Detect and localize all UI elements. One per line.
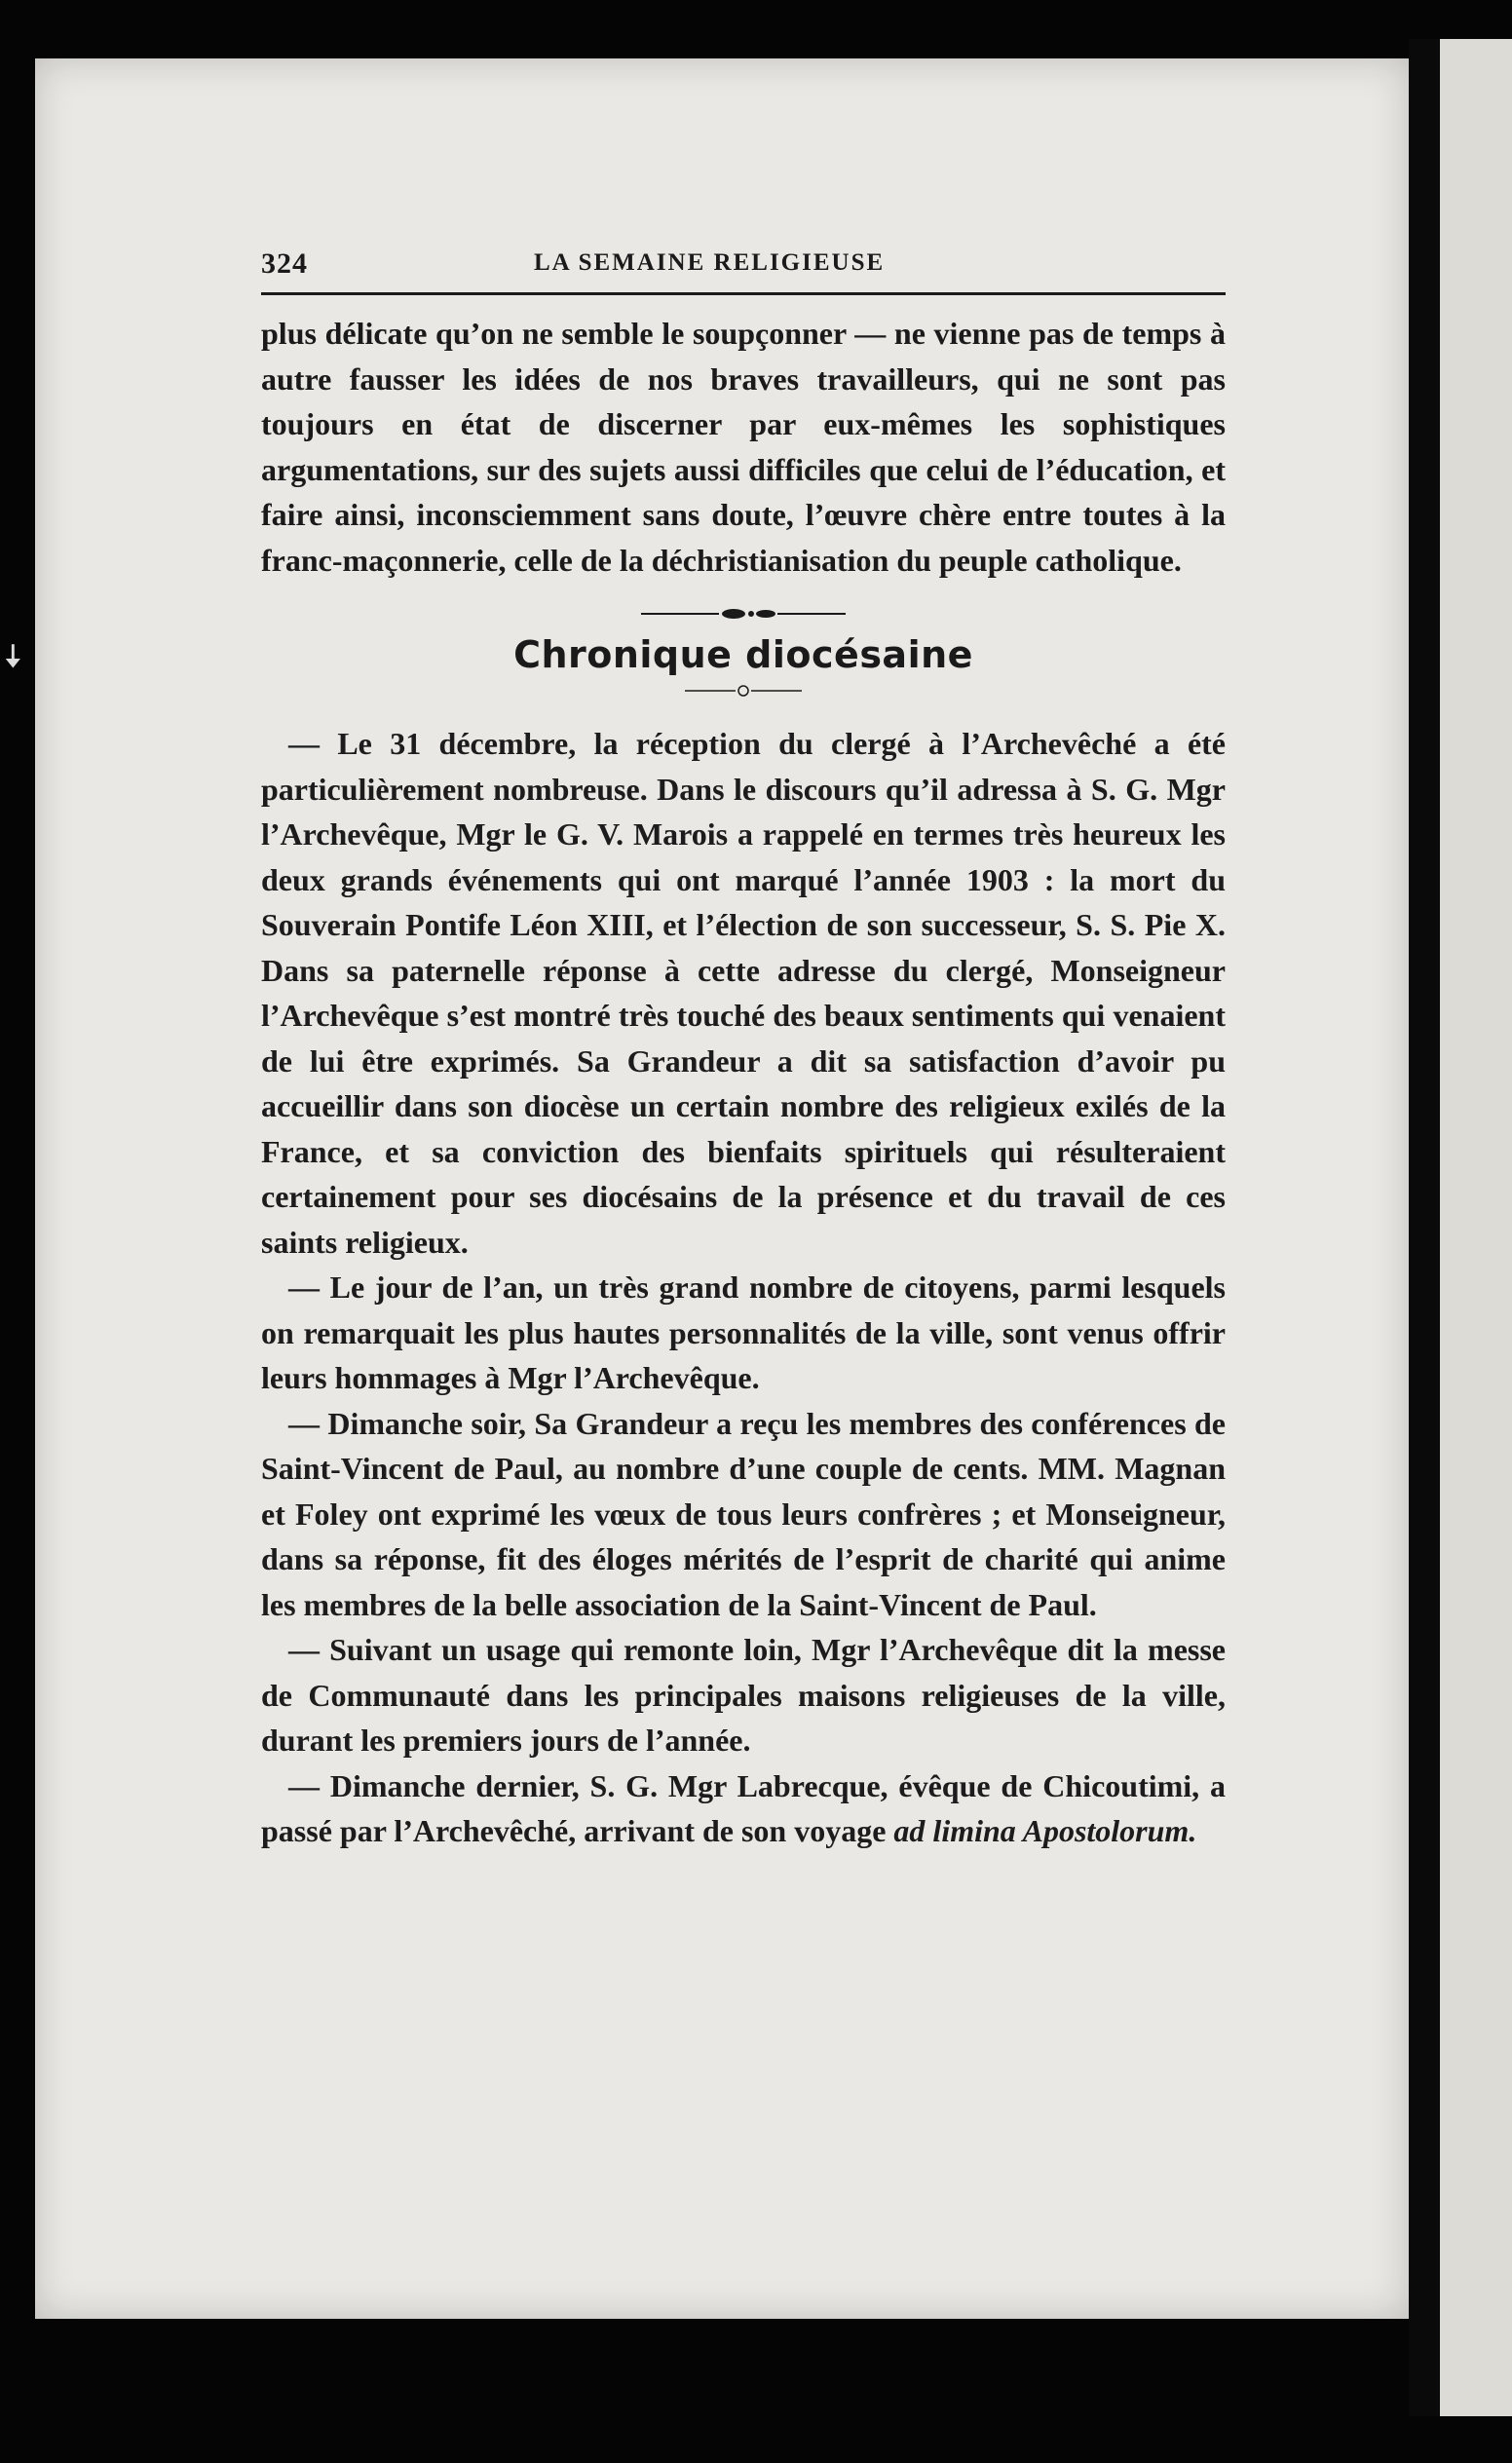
running-title: LA SEMAINE RELIGIEUSE <box>534 249 886 276</box>
page-number: 324 <box>261 247 308 280</box>
title-underline-ornament <box>685 684 802 698</box>
left-margin-mark: 🠇 <box>4 637 22 676</box>
chronicle-paragraph-last <box>261 1763 1226 1854</box>
chronicle-paragraph: — Dimanche soir, Sa Grandeur a reçu les membres des conférences de Saint-Vincent de Paul, au nombre d’une couple de cents. MM. Magnan et Foley ont exprimé les vœux de tous leurs confrères ; et Monseigneur, dans sa réponse, fit des éloges mérités de l’esprit de charité qui anime les membres de la belle association de la Saint-Vincent de Paul. <box>261 1405 1226 1622</box>
page-header <box>261 244 1226 286</box>
chronicle-body <box>261 721 1226 1854</box>
latin-phrase: ad limina Apostolorum. <box>893 1813 1197 1848</box>
chronicle-paragraph: — Le jour de l’an, un très grand nombre de citoyens, parmi lesquels on remarquait les plus hautes personnalités de la ville, sont venus offrir leurs hommages à Mgr l’Archevêque. <box>261 1269 1226 1395</box>
page-gutter-shadow <box>1409 39 1440 2416</box>
page-content <box>261 244 1226 1854</box>
header-rule <box>261 292 1226 295</box>
chronicle-paragraph: — Suivant un usage qui remonte loin, Mgr l’Archevêque dit la messe de Communauté dans les principales maisons religieuses de la ville, durant les premiers jours de l’année. <box>261 1632 1226 1758</box>
last-paragraph-text: — Dimanche dernier, S. G. Mgr Labrecque, évêque de Chicoutimi, a passé par l’Archevêché, arrivant de son voyage <box>261 1767 1226 1848</box>
adjacent-page-edge <box>1440 39 1512 2416</box>
section-title: Chronique diocésaine <box>513 633 973 676</box>
section-ornament <box>641 604 846 624</box>
intro-paragraph: plus délicate qu’on ne semble le soupçonner — ne vienne pas de temps à autre fausser les idées de nos braves travailleurs, qui ne sont pas toujours en état de discerner par eux-mêmes les sophistiques argumentations, sur des sujets aussi difficiles que celui de l’éducation, et faire ainsi, inconsciemment sans doute, l’œuvre chère entre toutes à la franc-maçonnerie, celle de la déchristianisation du peuple catholique. <box>261 316 1226 578</box>
chronicle-paragraph: — Le 31 décembre, la réception du clergé à l’Archevêché a été particulièrement nombreuse. Dans le discours qu’il adressa à S. G. Mgr l’Archevêque, Mgr le G. V. Marois a rappelé en termes très heureux les deux grands événements qui ont marqué l’année 1903 : la mort du Souverain Pontife Léon XIII, et l’élection de son successeur, S. S. Pie X. Dans sa paternelle réponse à cette adresse du clergé, Monseigneur l’Archevêque s’est montré très touché des beaux sentiments qui venaient de lui être exprimés. Sa Grandeur a dit sa satisfaction d’avoir pu accueillir dans son diocèse un certain nombre des religieux exilés de la France, et sa conviction des bienfaits spirituels qui résulteraient certainement pour ses diocésains de la présence et du travail de ces saints religieux. <box>261 726 1226 1260</box>
